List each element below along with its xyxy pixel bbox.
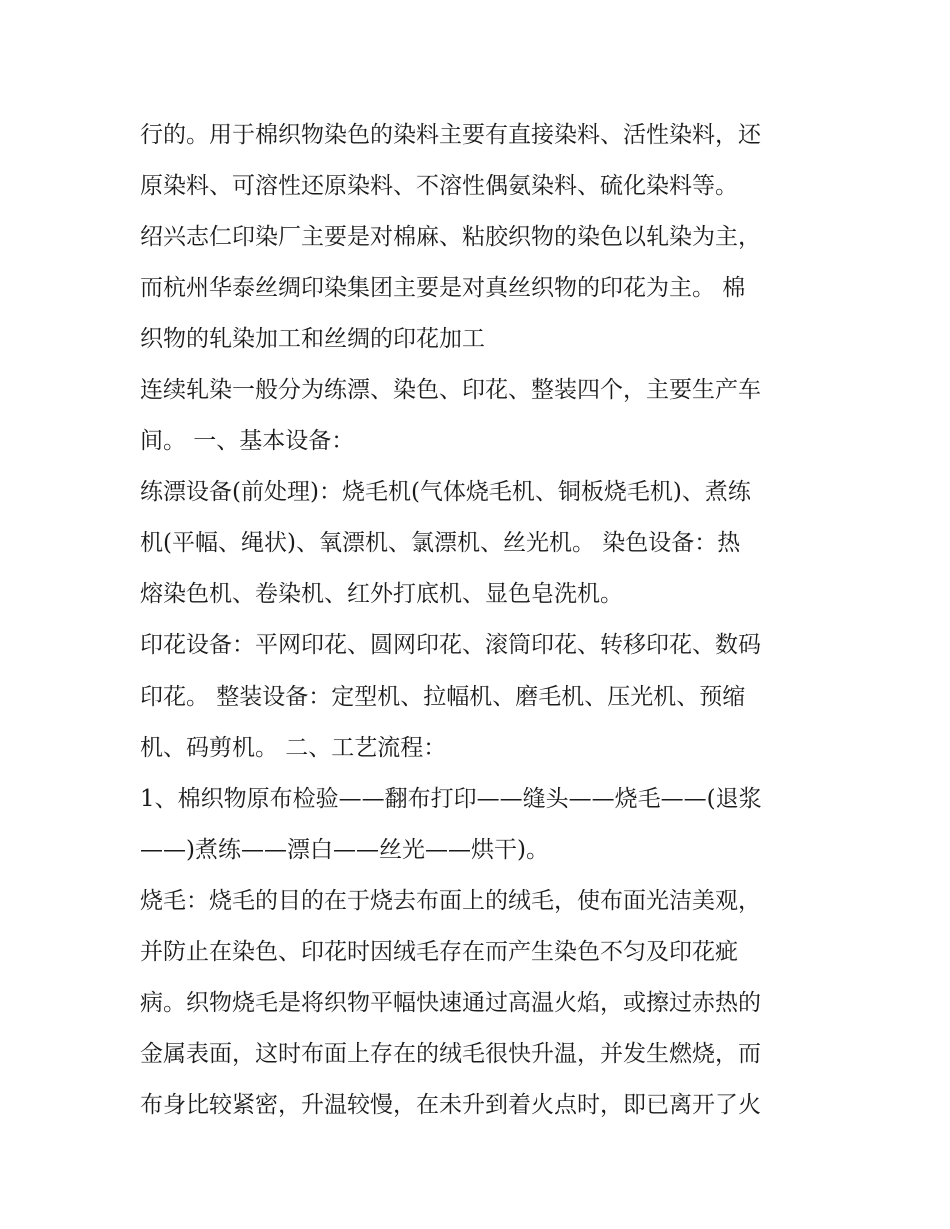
text-line: 行的。用于棉织物染色的染料主要有直接染料、活性染料，还 [140, 122, 761, 148]
text-line: 织物的轧染加工和丝绸的印花加工 [140, 326, 485, 353]
text-line: 而杭州华泰丝绸印染集团主要是对真丝织物的印花为主。 棉 [140, 275, 746, 302]
text-line: 布身比较紧密，升温较慢，在未升到着火点时，即已离开了火 [140, 1091, 761, 1118]
text-line: 机、码剪机。 二、工艺流程： [140, 734, 447, 761]
text-line: 间。 一、基本设备： [140, 428, 355, 455]
text-line: 印花设备：平网印花、圆网印花、滚筒印花、转移印花、数码 [140, 632, 761, 659]
text-line: 绍兴志仁印染厂主要是对棉麻、粘胶织物的染色以轧染为主， [140, 224, 761, 251]
text-line: 印花。 整装设备：定型机、拉幅机、磨毛机、压光机、预缩 [140, 683, 746, 710]
text-line: 熔染色机、卷染机、红外打底机、显色皂洗机。 [140, 581, 623, 608]
text-line: 并防止在染色、印花时因绒毛存在而产生染色不匀及印花疵 [140, 938, 738, 965]
text-line: 练漂设备(前处理)：烧毛机(气体烧毛机、铜板烧毛机)、煮练 [140, 479, 751, 506]
text-line: ——)煮练——漂白——丝光——烘干)。 [140, 836, 549, 863]
text-line: 机(平幅、绳状)、氧漂机、氯漂机、丝光机。 染色设备：热 [140, 530, 741, 557]
text-line: 金属表面，这时布面上存在的绒毛很快升温，并发生燃烧，而 [140, 1040, 761, 1067]
text-line: 原染料、可溶性还原染料、不溶性偶氨染料、硫化染料等。 [140, 173, 738, 200]
text-line: 连续轧染一般分为练漂、染色、印花、整装四个，主要生产车 [140, 377, 761, 404]
document-body [140, 110, 820, 1131]
text-line: 病。织物烧毛是将织物平幅快速通过高温火焰，或擦过赤热的 [140, 989, 761, 1016]
text-line: 烧毛：烧毛的目的在于烧去布面上的绒毛，使布面光洁美观， [140, 887, 761, 914]
text-line: 1、棉织物原布检验——翻布打印——缝头——烧毛——(退浆 [140, 785, 762, 812]
